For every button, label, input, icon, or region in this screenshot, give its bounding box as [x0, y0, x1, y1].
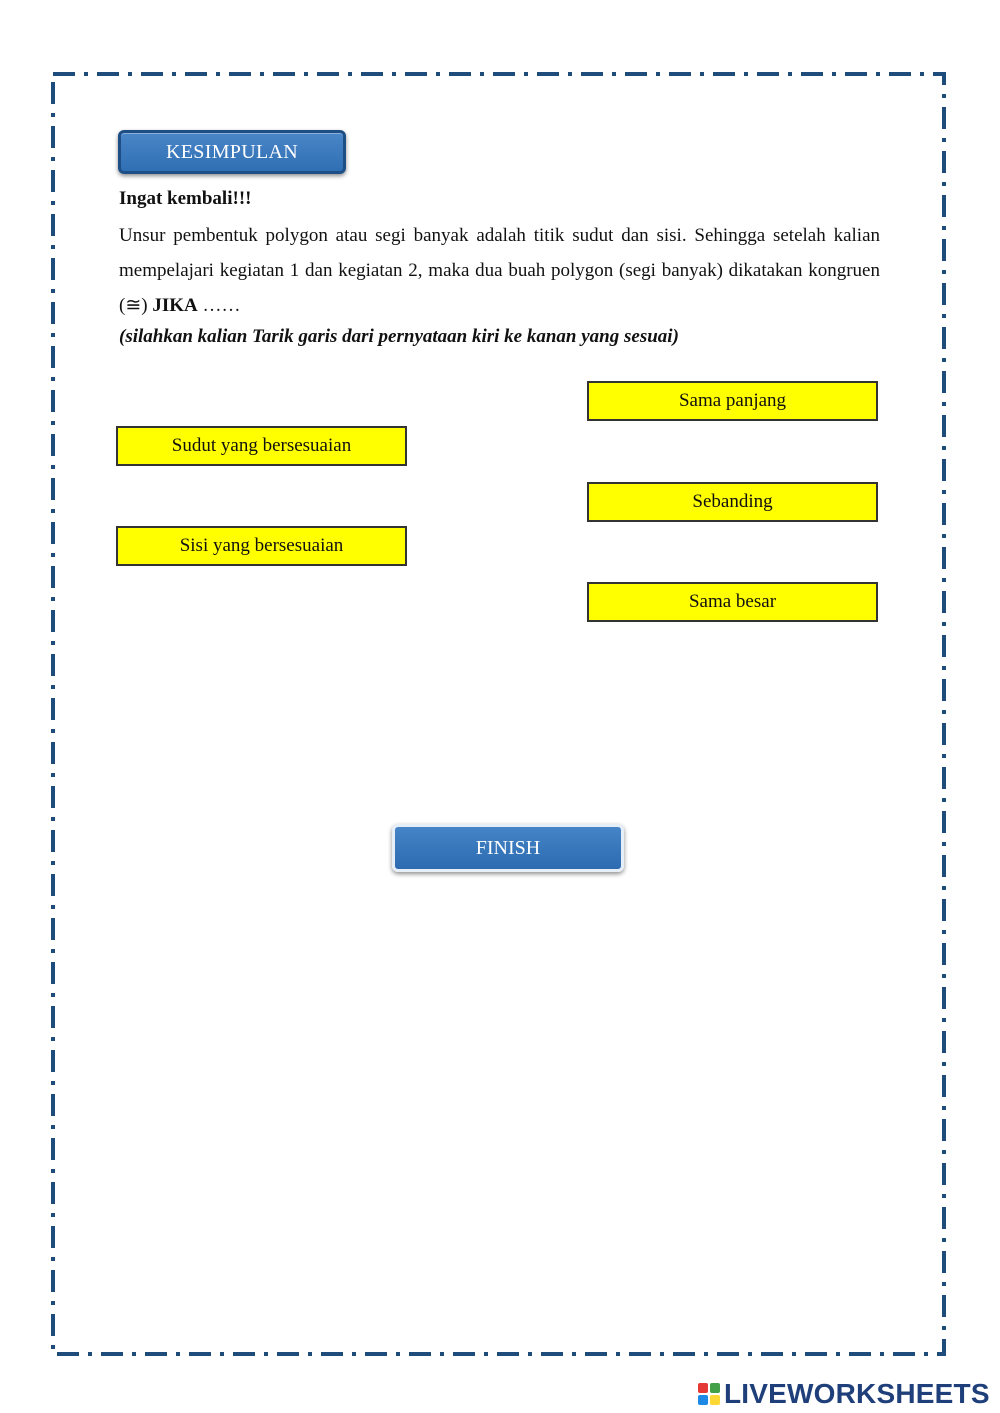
liveworksheets-brand	[698, 1377, 990, 1411]
paragraph-text-1: Unsur pembentuk polygon atau segi banyak adalah titik sudut dan sisi. Sehingga setelah kalian mempelajari kegiatan 1 dan kegiatan 2, maka dua buah polygon (segi banyak) dikatakan kongruen (≅)	[119, 225, 880, 316]
finish-button[interactable]: FINISH	[392, 824, 624, 872]
liveworksheets-logo-icon	[698, 1383, 720, 1405]
instruction-text: (silahkan kalian Tarik garis dari pernyataan kiri ke kanan yang sesuai)	[119, 326, 679, 347]
conclusion-paragraph	[119, 218, 880, 323]
match-right-sebanding[interactable]: Sebanding	[587, 482, 878, 522]
reminder-heading: Ingat kembali!!!	[119, 188, 252, 209]
paragraph-keyword: JIKA	[152, 295, 198, 316]
match-left-sisi[interactable]: Sisi yang bersesuaian	[116, 526, 407, 566]
brand-text: LIVEWORKSHEETS	[724, 1378, 990, 1409]
match-right-sama-panjang[interactable]: Sama panjang	[587, 381, 878, 421]
match-left-sudut[interactable]: Sudut yang bersesuaian	[116, 426, 407, 466]
kesimpulan-title-button: KESIMPULAN	[118, 130, 346, 174]
match-right-sama-besar[interactable]: Sama besar	[587, 582, 878, 622]
paragraph-text-2: ……	[197, 295, 241, 316]
